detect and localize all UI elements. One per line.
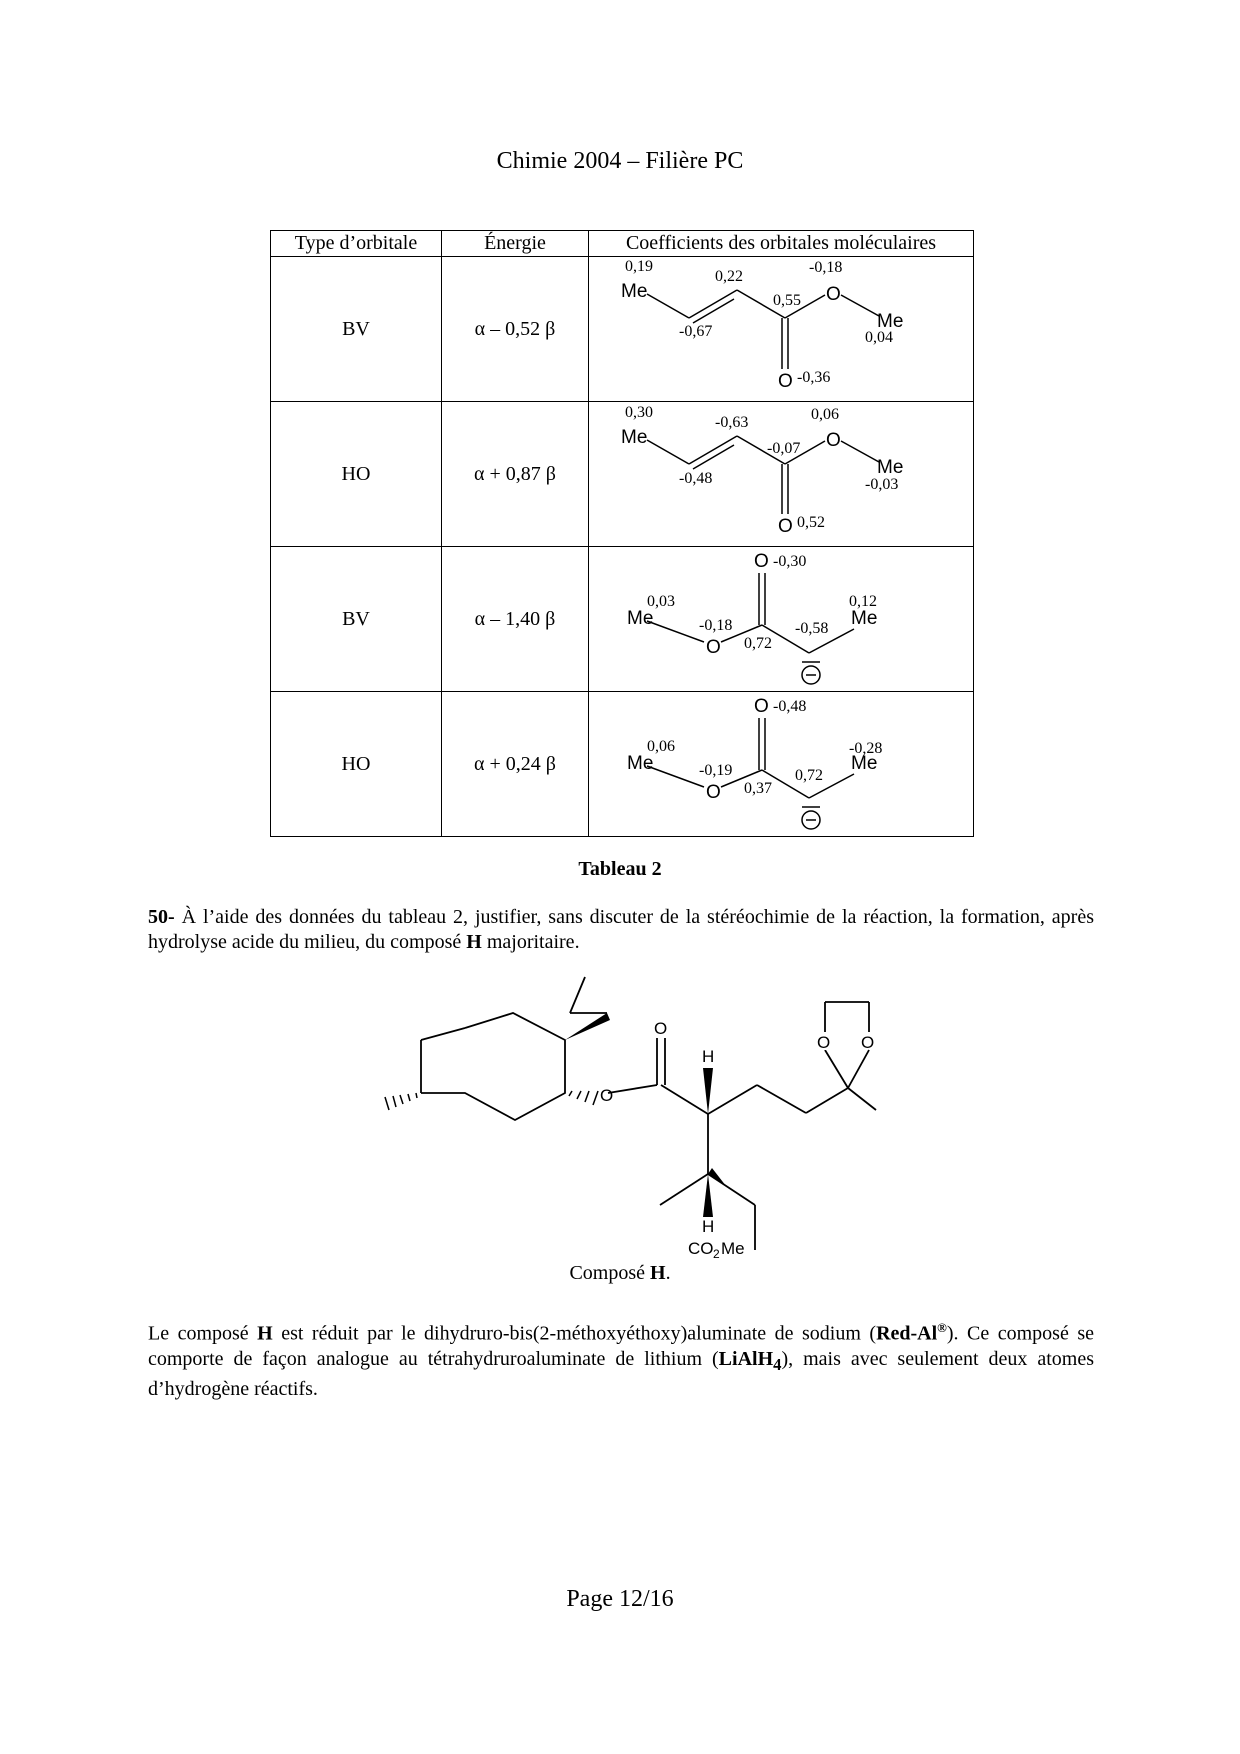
atom-label: O: [654, 1019, 668, 1038]
red-al-paragraph: [148, 1315, 1094, 1402]
coef-label: -0,48: [773, 698, 807, 715]
atom-label: Me: [877, 457, 904, 478]
table-row: [271, 402, 974, 547]
page-footer: Page 12/16: [566, 1586, 674, 1612]
coef-label: -0,36: [797, 369, 831, 386]
paragraph-text: Le composé: [148, 1322, 258, 1345]
mo-diagram-cell: [589, 547, 974, 692]
orbital-energy: α – 1,40 β: [442, 547, 589, 692]
coef-label: -0,30: [773, 553, 807, 570]
atom-label: O: [817, 1033, 831, 1052]
question-text: majoritaire.: [481, 931, 580, 953]
table-header-row: [271, 231, 974, 257]
coef-label: -0,03: [865, 476, 899, 493]
atom-label: O: [778, 371, 793, 392]
registered-mark: ®: [937, 1320, 947, 1335]
atom-label: Me: [627, 608, 654, 629]
orbital-type: HO: [271, 402, 442, 547]
compound-h-structure: [360, 960, 880, 1260]
coef-label: 0,55: [773, 292, 801, 309]
coef-label: 0,72: [744, 635, 772, 652]
coef-label: 0,52: [797, 514, 825, 531]
question-number: 50-: [148, 906, 175, 928]
coef-label: 0,37: [744, 780, 772, 797]
compound-ref: H: [257, 1322, 273, 1345]
orbital-energy: α + 0,24 β: [442, 692, 589, 837]
question-text: À l’aide des données du tableau 2, justifier, sans discuter de la stéréochimie de la réaction, la formation, après hydrolyse acide du milieu, du composé: [148, 906, 1094, 953]
coef-label: 0,19: [625, 258, 653, 275]
page-header: Chimie 2004 – Filière PC: [496, 148, 744, 174]
paragraph-text: ), mais avec seulement deux atomes d’hydrogène réactifs.: [148, 1347, 1094, 1400]
mo-diagram-cell: [589, 692, 974, 837]
atom-label: O: [754, 551, 769, 572]
coef-label: -0,18: [699, 617, 733, 634]
coef-label: -0,58: [795, 620, 829, 637]
header-orbital-type: Type d’orbitale: [271, 231, 442, 257]
paragraph-text: ). Ce composé se comporte de façon analogue au tétrahydruroaluminate de lithium (: [148, 1322, 1094, 1370]
compound-caption: [0, 1262, 1240, 1285]
coef-label: 0,04: [865, 329, 893, 346]
atom-label: O: [600, 1086, 614, 1105]
atom-label: Me: [877, 311, 904, 332]
atom-label: O: [706, 637, 721, 658]
atom-label: 2: [713, 1247, 720, 1260]
orbital-type: BV: [271, 257, 442, 402]
orbital-energy: α + 0,87 β: [442, 402, 589, 547]
coef-label: -0,28: [849, 740, 883, 757]
atom-label: O: [754, 696, 769, 717]
coef-label: 0,72: [795, 767, 823, 784]
mo-diagram-cell: [589, 257, 974, 402]
compound-ref: H: [466, 931, 482, 953]
caption-text: Composé: [569, 1262, 650, 1284]
coef-label: 0,12: [849, 593, 877, 610]
coef-label: 0,30: [625, 404, 653, 421]
header-energy: Énergie: [442, 231, 589, 257]
crotonate-lumo-diagram: [589, 257, 974, 401]
atom-label: H: [702, 1047, 715, 1066]
atom-label: O: [778, 516, 793, 537]
crotonate-homo-diagram: [589, 402, 974, 546]
atom-label: Me: [851, 753, 878, 774]
atom-label: O: [861, 1033, 875, 1052]
coef-label: -0,18: [809, 259, 843, 276]
enolate-lumo-diagram: [589, 547, 974, 691]
atom-label: Me: [851, 608, 878, 629]
atom-label: O: [826, 430, 841, 451]
coef-label: 0,06: [647, 738, 675, 755]
table-row: [271, 547, 974, 692]
question-50: [148, 905, 1094, 955]
header-coefficients: Coefficients des orbitales moléculaires: [589, 231, 974, 257]
coef-label: -0,07: [767, 440, 801, 457]
paragraph-text: est réduit par le dihydruro-bis(2-méthoxyéthoxy)aluminate de sodium (: [272, 1322, 877, 1345]
formula-text: LiAlH: [718, 1347, 774, 1370]
atom-label: H: [702, 1217, 715, 1236]
atom-label: O: [826, 284, 841, 305]
atom-label: Me: [621, 281, 648, 302]
coef-label: -0,48: [679, 470, 713, 487]
atom-label: Me: [721, 1239, 745, 1258]
coef-label: -0,63: [715, 414, 749, 431]
enolate-homo-diagram: [589, 692, 974, 836]
table-row: [271, 257, 974, 402]
caption-text: .: [665, 1262, 671, 1284]
coef-label: -0,19: [699, 762, 733, 779]
reagent-formula: [718, 1347, 782, 1374]
coef-label: -0,67: [679, 323, 713, 340]
coef-label: 0,03: [647, 593, 675, 610]
orbital-type: BV: [271, 547, 442, 692]
mo-diagram-cell: [589, 402, 974, 547]
compound-ref: H: [650, 1262, 666, 1284]
orbital-table: [270, 230, 973, 836]
atom-label: Me: [621, 427, 648, 448]
orbital-energy: α – 0,52 β: [442, 257, 589, 402]
atom-label: CO: [688, 1239, 714, 1258]
orbital-type: HO: [271, 692, 442, 837]
reagent-name: Red-Al: [876, 1322, 938, 1345]
atom-label: Me: [627, 753, 654, 774]
table-row: [271, 692, 974, 837]
coef-label: 0,06: [811, 406, 839, 423]
coef-label: 0,22: [715, 268, 743, 285]
table-caption: Tableau 2: [578, 858, 662, 880]
formula-subscript: 4: [773, 1354, 782, 1374]
atom-label: O: [706, 782, 721, 803]
